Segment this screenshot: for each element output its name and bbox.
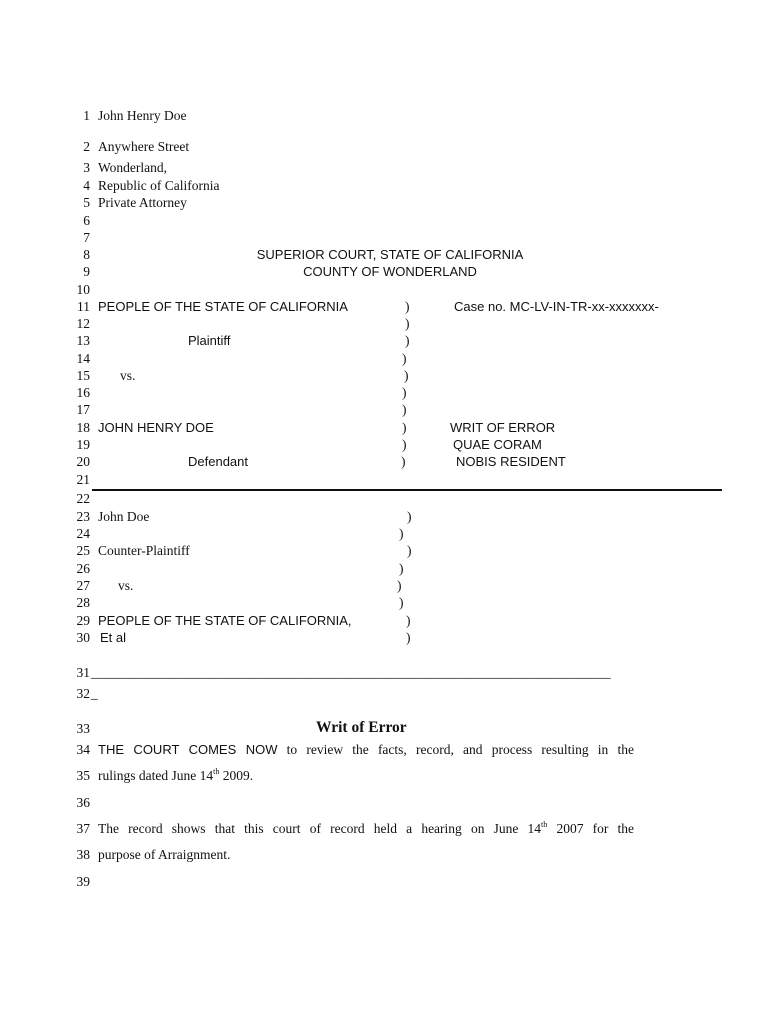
ordinal-suffix: th: [541, 820, 548, 829]
line-number: 33: [76, 721, 90, 736]
caption-paren: ): [402, 420, 407, 435]
caption-paren: ): [402, 437, 407, 452]
line-number: 34: [76, 742, 90, 757]
line-number: 13: [76, 333, 90, 348]
counter-label: Counter-Plaintiff: [98, 543, 190, 558]
line-number: 20: [76, 454, 90, 469]
counter-etal: Et al: [100, 630, 127, 645]
line-number: 9: [83, 264, 90, 279]
line-number: 31: [76, 665, 90, 680]
counter-paren: ): [399, 595, 404, 610]
line-number: 24: [76, 526, 90, 541]
line-number: 29: [76, 613, 90, 628]
defendant-party: JOHN HENRY DOE: [98, 420, 214, 435]
caption-paren: ): [401, 454, 406, 469]
court-county: COUNTY OF WONDERLAND: [303, 264, 477, 279]
line-number: 10: [76, 282, 90, 297]
line-number: 23: [76, 509, 90, 524]
counter-respondent: PEOPLE OF THE STATE OF CALIFORNIA,: [98, 613, 352, 628]
line-number: 21: [76, 472, 90, 487]
caption-paren: ): [405, 333, 410, 348]
line-number: 18: [76, 420, 90, 435]
line-number: 7: [83, 230, 90, 245]
line-number: 30: [76, 630, 90, 645]
paragraph-1-line-2: [98, 767, 253, 784]
case-number: Case no. MC-LV-IN-TR-xx-xxxxxxx-: [454, 299, 659, 314]
address-state: Republic of California: [98, 178, 220, 193]
counter-versus: vs.: [118, 578, 134, 593]
court-name: SUPERIOR COURT, STATE OF CALIFORNIA: [256, 247, 524, 262]
ruling-year: 2009.: [222, 768, 254, 783]
line-number: 6: [83, 213, 90, 228]
line-number: 26: [76, 561, 90, 576]
versus-label: vs.: [120, 368, 136, 383]
line-number: 37: [76, 821, 90, 836]
counter-paren: ): [406, 630, 411, 645]
line-number: 3: [83, 160, 90, 175]
line-number: 17: [76, 402, 90, 417]
plaintiff-party: PEOPLE OF THE STATE OF CALIFORNIA: [98, 299, 348, 314]
counter-paren: ): [406, 613, 411, 628]
line-number: 36: [76, 795, 90, 810]
line-number: 15: [76, 368, 90, 383]
line-number: 2: [83, 139, 90, 154]
line-32-rule: _: [91, 686, 98, 701]
paragraph-1-line-1: [98, 741, 634, 758]
doc-title-line-1: WRIT OF ERROR: [450, 420, 556, 435]
doc-title-line-2: QUAE CORAM: [453, 437, 542, 452]
line-number: 16: [76, 385, 90, 400]
counter-paren: ): [407, 543, 412, 558]
writ-title: Writ of Error: [316, 719, 407, 736]
line-number: 11: [77, 299, 90, 314]
defendant-label: Defendant: [188, 454, 248, 469]
counter-paren: ): [399, 526, 404, 541]
ordinal-suffix: th: [213, 767, 220, 776]
address-city: Wonderland,: [98, 160, 168, 175]
doc-title-line-3: NOBIS RESIDENT: [456, 454, 566, 469]
line-number: 14: [76, 351, 90, 366]
caption-paren: ): [402, 351, 407, 366]
counter-paren: ): [399, 561, 404, 576]
line-number: 4: [83, 178, 90, 193]
paragraph-1-text: to review the facts, record, and process resulting in the: [286, 742, 634, 757]
address-street: Anywhere Street: [98, 139, 190, 154]
paragraph-2-year: 2007 for the: [556, 821, 635, 836]
line-number: 5: [83, 195, 90, 210]
line-number: 35: [76, 768, 90, 783]
counter-paren: ): [397, 578, 402, 593]
paragraph-1-caps: THE COURT COMES NOW: [98, 742, 278, 757]
paragraph-2-line-1: [98, 820, 634, 837]
line-number: 32: [76, 686, 90, 701]
ruling-date-text: rulings dated June 14: [98, 768, 214, 783]
line-31-rule: _____________________________________________________________________________: [91, 665, 611, 680]
counter-party: John Doe: [98, 509, 150, 524]
counter-paren: ): [407, 509, 412, 524]
caption-paren: ): [404, 368, 409, 383]
line-number: 28: [76, 595, 90, 610]
plaintiff-label: Plaintiff: [188, 333, 231, 348]
caption-paren: ): [405, 316, 410, 331]
line-number: 38: [76, 847, 90, 862]
line-number: 39: [76, 874, 90, 889]
line-number: 19: [76, 437, 90, 452]
line-number: 12: [76, 316, 90, 331]
line-number: 8: [83, 247, 90, 262]
line-number: 25: [76, 543, 90, 558]
paragraph-2-line-2: purpose of Arraignment.: [98, 847, 231, 862]
caption-paren: ): [405, 299, 410, 314]
caption-divider: [92, 489, 722, 491]
caption-paren: ): [402, 385, 407, 400]
attorney-role: Private Attorney: [98, 195, 187, 210]
line-number: 22: [76, 491, 90, 506]
line-number: 27: [76, 578, 90, 593]
attorney-name: John Henry Doe: [98, 108, 187, 123]
line-number: 1: [83, 108, 90, 123]
paragraph-2-text: The record shows that this court of record held a hearing on June 14: [98, 821, 542, 836]
caption-paren: ): [402, 402, 407, 417]
